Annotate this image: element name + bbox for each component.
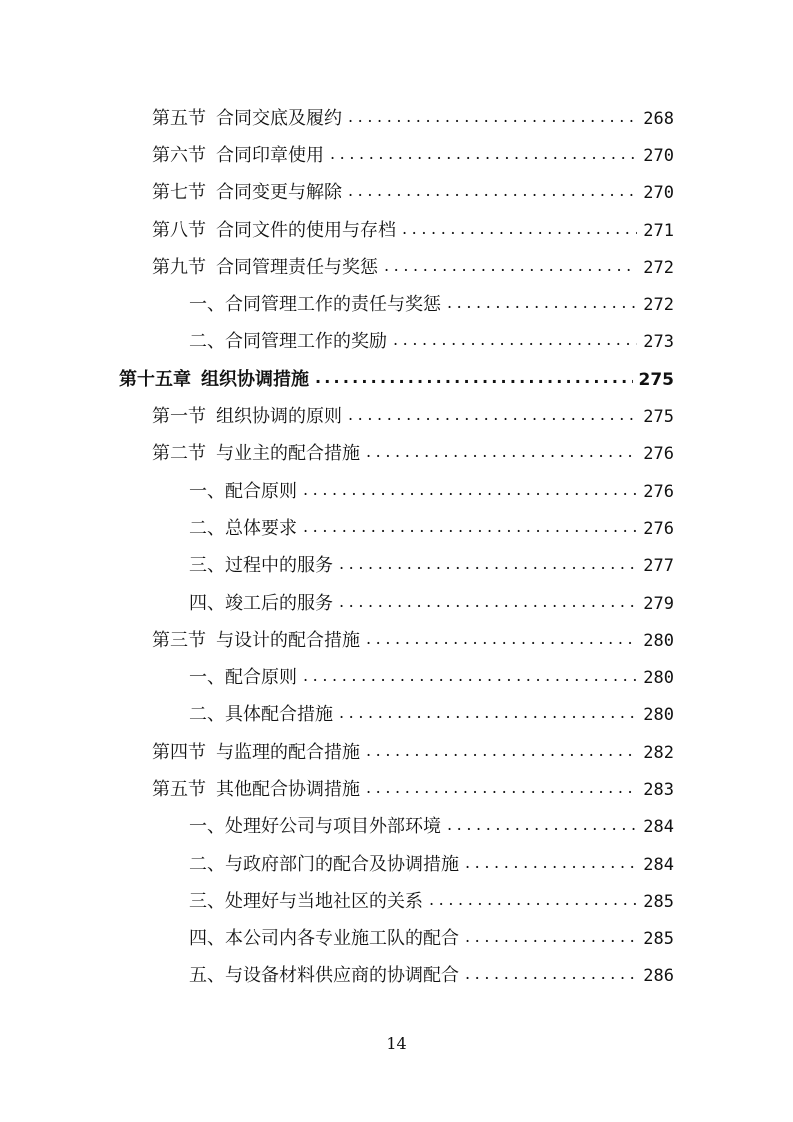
toc-entry-page: 276 (643, 444, 674, 465)
toc-entry-page: 276 (643, 518, 674, 539)
dot-leader (339, 552, 637, 576)
toc-entry-label (189, 293, 441, 317)
toc-entry-page: 276 (643, 481, 674, 502)
toc-entry-page: 268 (643, 108, 674, 129)
toc-entry-page: 280 (643, 668, 674, 689)
dot-leader (366, 440, 637, 464)
toc-entry-number: 二、 (189, 704, 225, 726)
toc-entry[interactable] (0, 585, 793, 622)
toc-entry[interactable] (0, 659, 793, 696)
toc-entry-label (189, 927, 459, 951)
toc-entry-title: 与业主的配合措施 (216, 443, 360, 465)
toc-entry-page: 284 (643, 817, 674, 838)
toc-entry-title: 合同交底及履约 (216, 107, 342, 129)
toc-entry-number: 三、 (189, 555, 225, 577)
toc-entry-label (152, 107, 342, 131)
toc-entry-title: 与政府部门的配合及协调措施 (225, 853, 459, 875)
toc-entry-number: 第一节 (152, 406, 206, 428)
toc-entry-page: 270 (643, 183, 674, 204)
toc-entry-title: 过程中的服务 (225, 555, 333, 577)
dot-leader (303, 515, 637, 539)
toc-entry-label (189, 592, 333, 616)
toc-entry-title: 与设备材料供应商的协调配合 (225, 965, 459, 987)
toc-entry-page: 280 (643, 630, 674, 651)
toc-entry-title: 配合原则 (225, 480, 297, 502)
toc-entry-number: 第六节 (152, 144, 206, 166)
toc-entry-number: 一、 (189, 294, 225, 316)
toc-entry-label (119, 368, 309, 392)
dot-leader (447, 291, 637, 315)
toc-entry[interactable] (0, 548, 793, 585)
toc-entry[interactable] (0, 175, 793, 212)
toc-entry-title: 与监理的配合措施 (216, 741, 360, 763)
dot-leader (303, 664, 637, 688)
dot-leader (339, 590, 637, 614)
dot-leader (402, 217, 637, 241)
dot-leader (348, 179, 637, 203)
toc-entry-page: 282 (643, 742, 674, 763)
dot-leader (315, 366, 633, 390)
toc-entry-title: 合同管理工作的奖励 (225, 331, 387, 353)
toc-entry-title: 处理好与当地社区的关系 (225, 890, 423, 912)
toc-entry[interactable] (0, 286, 793, 323)
toc-entry-page: 283 (643, 779, 674, 800)
toc-entry-page: 275 (638, 369, 674, 390)
toc-entry-page: 285 (643, 929, 674, 950)
toc-entry-number: 第十五章 (119, 368, 191, 390)
dot-leader (348, 403, 637, 427)
toc-entry-page: 277 (643, 556, 674, 577)
toc-entry-title: 本公司内各专业施工队的配合 (225, 928, 459, 950)
toc-entry-number: 第五节 (152, 778, 206, 800)
toc-entry-page: 285 (643, 891, 674, 912)
dot-leader (330, 142, 637, 166)
toc-entry-number: 二、 (189, 331, 225, 353)
toc-entry-label (152, 405, 342, 429)
toc-entry-number: 一、 (189, 667, 225, 689)
toc-entry[interactable] (0, 697, 793, 734)
toc-entry-label (189, 853, 459, 877)
toc-entry-number: 一、 (189, 480, 225, 502)
toc-entry[interactable] (0, 473, 793, 510)
dot-leader (303, 478, 637, 502)
toc-entry[interactable] (0, 212, 793, 249)
dot-leader (384, 254, 637, 278)
toc-entry-title: 合同管理责任与奖惩 (216, 256, 378, 278)
toc-entry-title: 组织协调措施 (201, 368, 309, 390)
toc-entry-label (189, 703, 333, 727)
toc-entry-label (189, 517, 297, 541)
toc-entry-label (152, 256, 378, 280)
dot-leader (447, 813, 637, 837)
toc-entry[interactable] (0, 100, 793, 137)
toc-entry-number: 三、 (189, 890, 225, 912)
toc-entry-page: 284 (643, 854, 674, 875)
toc-entry-title: 与设计的配合措施 (216, 629, 360, 651)
toc-entry-label (189, 554, 333, 578)
toc-entry-label (189, 964, 459, 988)
toc-entry-number: 第二节 (152, 443, 206, 465)
toc-entry-number: 第八节 (152, 219, 206, 241)
toc-entry[interactable] (0, 958, 793, 995)
toc-entry-title: 合同变更与解除 (216, 182, 342, 204)
toc-entry-page: 271 (643, 220, 674, 241)
toc-entry-label (189, 330, 387, 354)
dot-leader (366, 776, 637, 800)
toc-entry[interactable] (0, 771, 793, 808)
dot-leader (339, 701, 637, 725)
toc-entry[interactable] (0, 436, 793, 473)
toc-entry-number: 四、 (189, 928, 225, 950)
toc-entry-page: 272 (643, 257, 674, 278)
toc-entry-number: 二、 (189, 853, 225, 875)
toc-entry-title: 合同文件的使用与存档 (216, 219, 396, 241)
toc-entry[interactable] (0, 510, 793, 547)
toc-entry-title: 合同管理工作的责任与奖惩 (225, 294, 441, 316)
toc-entry-number: 第三节 (152, 629, 206, 651)
toc-entry-page: 279 (643, 593, 674, 614)
toc-entry-title: 组织协调的原则 (216, 406, 342, 428)
toc-entry[interactable] (0, 883, 793, 920)
toc-entry[interactable] (0, 249, 793, 286)
dot-leader (465, 925, 637, 949)
toc-entry-number: 一、 (189, 816, 225, 838)
toc-entry-title: 处理好公司与项目外部环境 (225, 816, 441, 838)
toc-entry-title: 总体要求 (225, 517, 297, 539)
page-number: 14 (386, 1034, 407, 1053)
toc-entry-title: 竣工后的服务 (225, 592, 333, 614)
toc-entry-title: 其他配合协调措施 (216, 778, 360, 800)
dot-leader (465, 962, 637, 986)
toc-entry-page: 275 (643, 407, 674, 428)
toc-chapter-entry[interactable] (0, 361, 793, 398)
toc-entry-label (152, 741, 360, 765)
toc-entry-page: 270 (643, 145, 674, 166)
toc-entry-number: 二、 (189, 517, 225, 539)
toc-entry[interactable] (0, 137, 793, 174)
dot-leader (429, 888, 637, 912)
toc-entry-page: 286 (643, 966, 674, 987)
toc-entry-label (189, 815, 441, 839)
toc-entry-label (152, 629, 360, 653)
toc-entry-label (152, 778, 360, 802)
dot-leader (348, 105, 637, 129)
table-of-contents (0, 100, 793, 995)
toc-entry-page: 273 (643, 332, 674, 353)
dot-leader (366, 627, 637, 651)
toc-entry[interactable] (0, 622, 793, 659)
toc-entry[interactable] (0, 324, 793, 361)
toc-entry-number: 四、 (189, 592, 225, 614)
toc-entry-number: 第九节 (152, 256, 206, 278)
dot-leader (465, 851, 637, 875)
dot-leader (393, 328, 637, 352)
toc-entry-number: 五、 (189, 965, 225, 987)
toc-entry-number: 第七节 (152, 182, 206, 204)
toc-entry-label (189, 480, 297, 504)
toc-entry-label (152, 219, 396, 243)
toc-entry-label (189, 890, 423, 914)
toc-entry[interactable] (0, 846, 793, 883)
toc-entry-title: 具体配合措施 (225, 704, 333, 726)
toc-entry-page: 280 (643, 705, 674, 726)
toc-entry[interactable] (0, 809, 793, 846)
toc-entry-title: 配合原则 (225, 667, 297, 689)
toc-entry[interactable] (0, 921, 793, 958)
toc-entry-label (152, 442, 360, 466)
toc-entry[interactable] (0, 734, 793, 771)
toc-entry-label (152, 181, 342, 205)
toc-entry-label (189, 666, 297, 690)
toc-entry-number: 第四节 (152, 741, 206, 763)
toc-entry-number: 第五节 (152, 107, 206, 129)
toc-entry-title: 合同印章使用 (216, 144, 324, 166)
toc-entry-page: 272 (643, 295, 674, 316)
toc-entry-label (152, 144, 324, 168)
dot-leader (366, 739, 637, 763)
toc-entry[interactable] (0, 398, 793, 435)
